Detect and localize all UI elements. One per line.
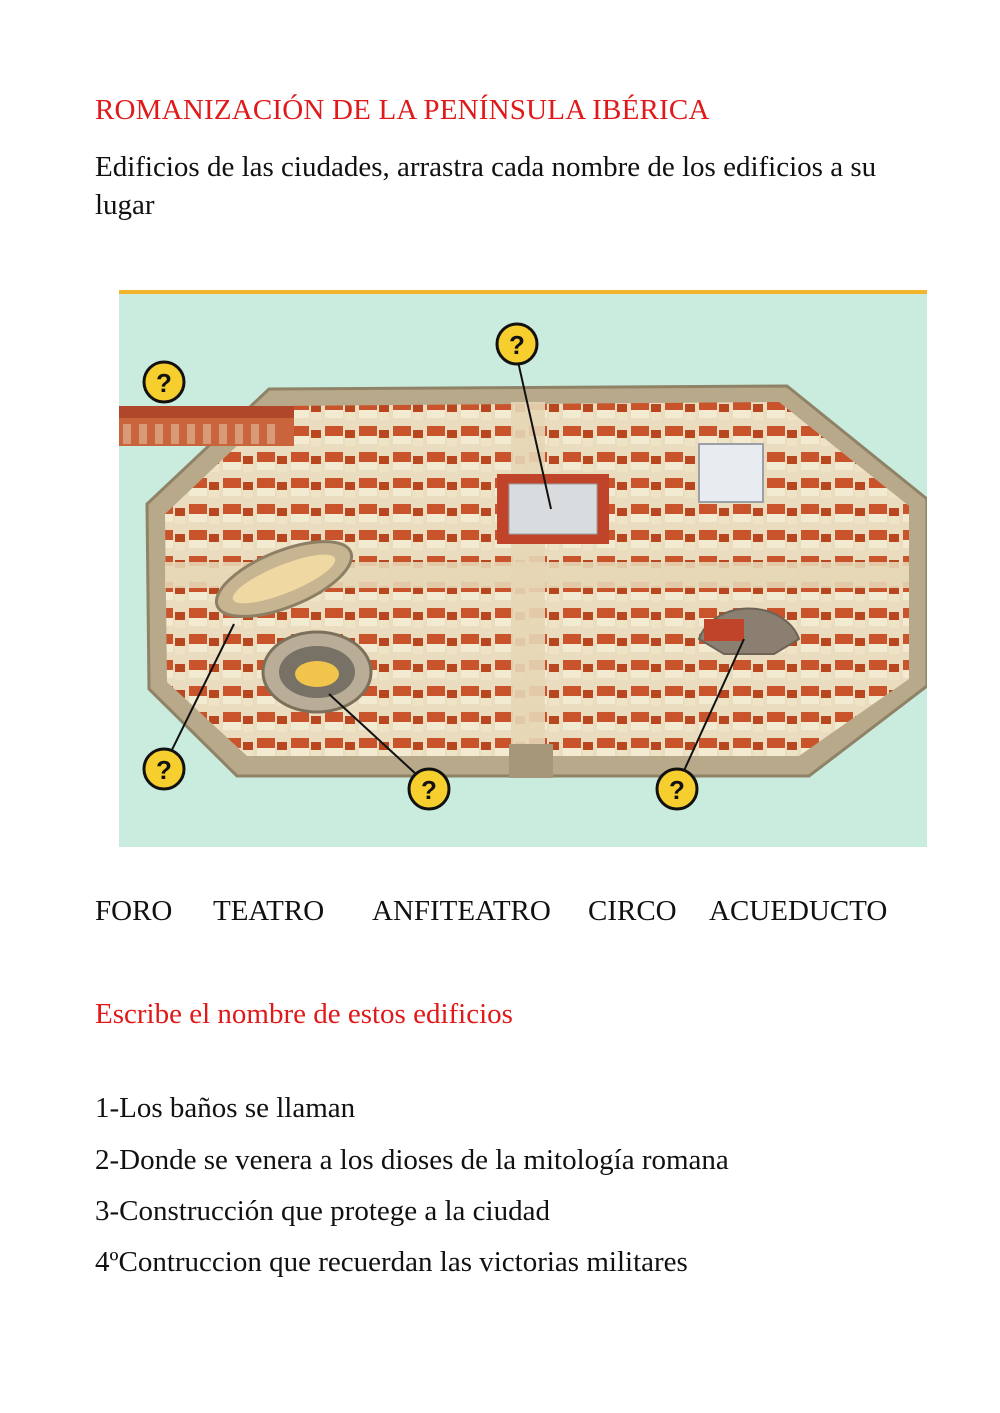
roman-city-illustration: [119, 290, 927, 847]
question-marker-label: ?: [156, 368, 172, 398]
temple: [699, 444, 763, 502]
question-item: 1-Los baños se llaman: [95, 1092, 356, 1124]
question-marker-forum[interactable]: [497, 324, 537, 364]
amphitheatre: [263, 632, 371, 712]
roman-city-map: [119, 294, 927, 847]
question-marker-theatre[interactable]: [657, 769, 697, 809]
city-gate: [509, 744, 553, 778]
page-title: ROMANIZACIÓN DE LA PENÍNSULA IBÉRICA: [95, 94, 710, 126]
forum: [497, 474, 609, 544]
question-item: 3-Construcción que protege a la ciudad: [95, 1195, 550, 1227]
question-marker-amphitheatre[interactable]: [409, 769, 449, 809]
aqueduct: [119, 406, 294, 446]
question-marker-label: ?: [421, 775, 437, 805]
word-acueducto[interactable]: ACUEDUCTO: [709, 895, 888, 927]
word-anfiteatro[interactable]: ANFITEATRO: [372, 895, 551, 927]
question-marker-label: ?: [669, 775, 685, 805]
word-teatro[interactable]: TEATRO: [213, 895, 325, 927]
word-circo[interactable]: CIRCO: [588, 895, 677, 927]
question-marker-circus[interactable]: [144, 749, 184, 789]
question-item: 4ºContruccion que recuerdan las victorias militares: [95, 1246, 688, 1278]
question-marker-label: ?: [156, 755, 172, 785]
question-marker-label: ?: [509, 330, 525, 360]
question-item: 2-Donde se venera a los dioses de la mitología romana: [95, 1144, 729, 1176]
word-foro[interactable]: FORO: [95, 895, 173, 927]
instruction-text: Edificios de las ciudades, arrastra cada nombre de los edificios a su lugar: [95, 151, 877, 221]
exercise-subtitle: Escribe el nombre de estos edificios: [95, 998, 513, 1030]
question-marker-aqueduct[interactable]: [144, 362, 184, 402]
